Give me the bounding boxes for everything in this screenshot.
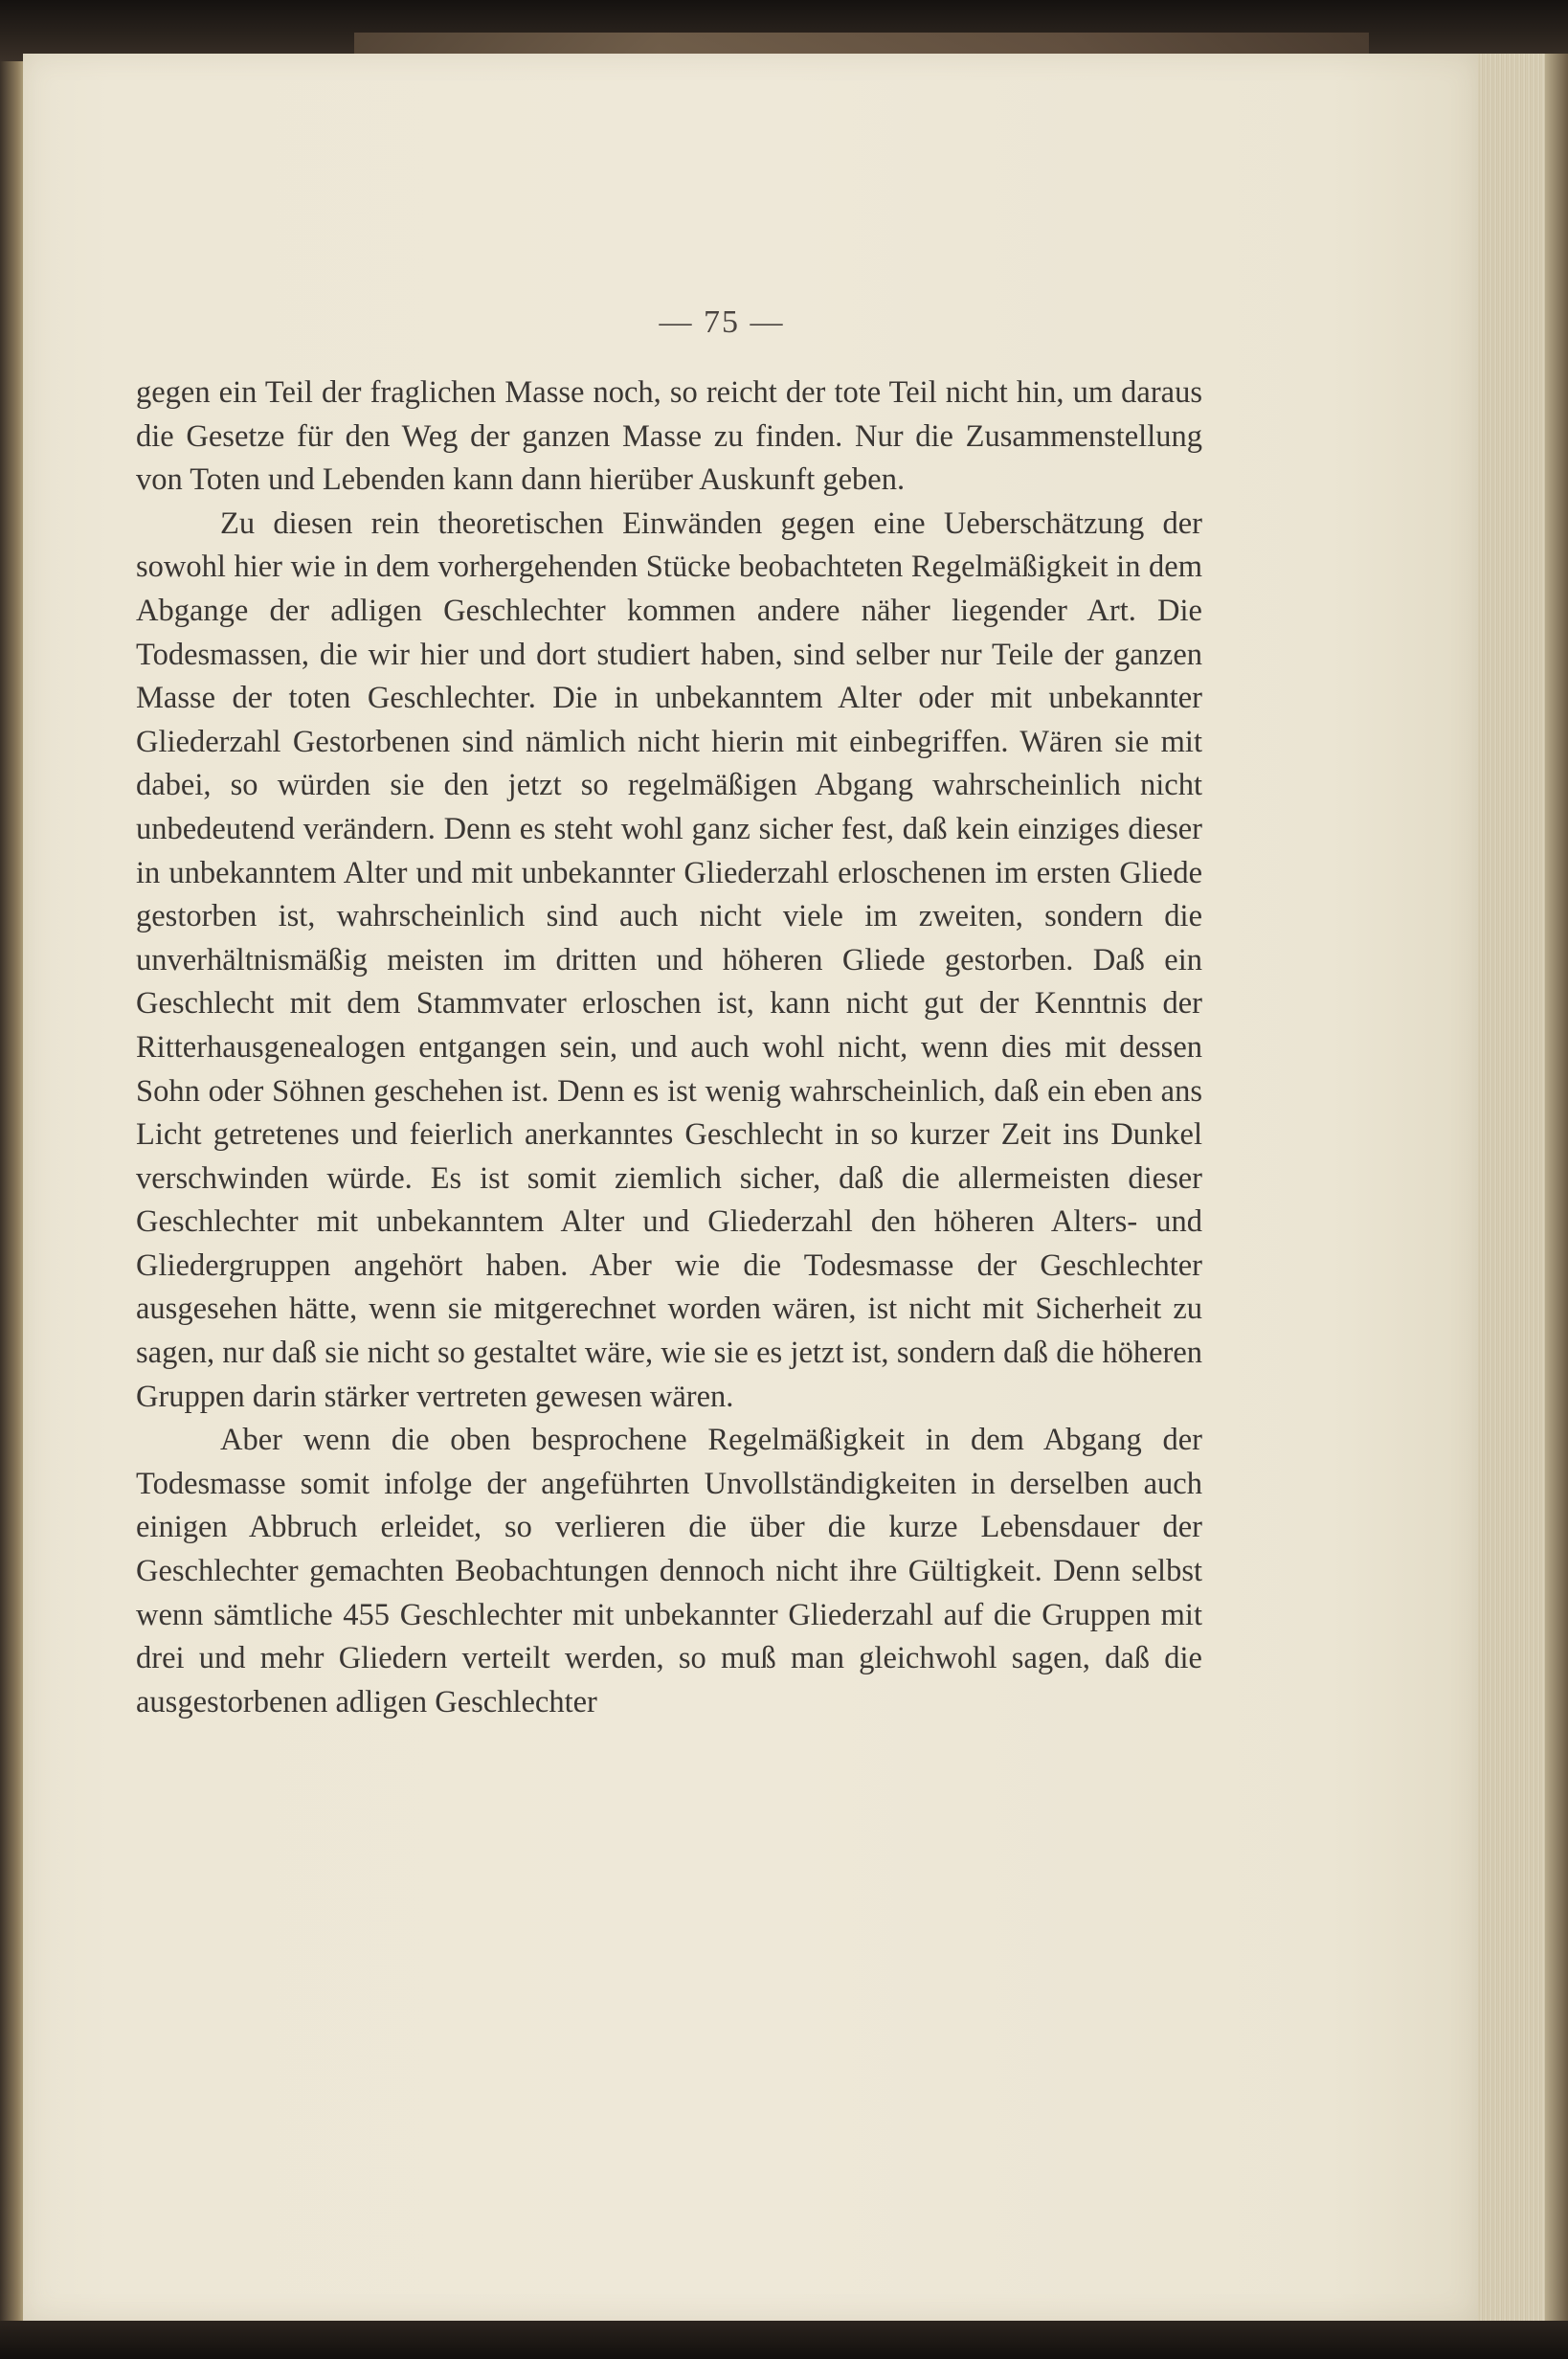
- book-top-edge: [0, 0, 1568, 61]
- paragraph-1: gegen ein Teil der fraglichen Masse noch, so reicht der tote Teil nicht hin, um daraus die Gesetze für den Weg der ganzen Masse zu finden. Nur die Zusammenstellung von Toten und Lebenden kann dann hierüber Auskunft geben.: [136, 375, 1202, 498]
- page-number: — 75 —: [659, 304, 785, 340]
- page-stack-edge: [1478, 54, 1568, 2321]
- body-text: [136, 371, 1202, 1724]
- paragraph-3: Aber wenn die oben besprochene Regelmäßigkeit in dem Abgang der Todesmasse somit infolge der angeführten Unvollständigkeiten in derselben auch einigen Abbruch erleidet, so verlieren die über die kurze Lebensdauer der Geschlechter gemachten Beobachtungen dennoch nicht ihre Gültigkeit. Denn selbst wenn sämtliche 455 Geschlechter mit unbekannter Gliederzahl auf die Gruppen mit drei und mehr Gliedern verteilt werden, so muß man gleichwohl sagen, daß die ausgestorbenen adligen Geschlechter: [136, 1423, 1202, 1719]
- paragraph-2: Zu diesen rein theoretischen Einwänden gegen eine Ueberschätzung der sowohl hier wie in dem vorhergehenden Stücke beobachteten Regelmäßigkeit in dem Abgange der adligen Geschlechter kommen andere näher liegender Art. Die Todesmassen, die wir hier und dort studiert haben, sind selber nur Teile der ganzen Masse der toten Geschlechter. Die in unbekanntem Alter oder mit unbekannter Gliederzahl Gestorbenen sind nämlich nicht hierin mit einbegriffen. Wären sie mit dabei, so würden sie den jetzt so regelmäßigen Abgang wahrscheinlich nicht unbedeutend verändern. Denn es steht wohl ganz sicher fest, daß kein einziges dieser in unbekanntem Alter und mit unbekannter Gliederzahl erloschenen im ersten Gliede gestorben ist, wahrscheinlich sind auch nicht viele im zweiten, sondern die unverhältnismäßig meisten im dritten und höheren Gliede gestorben. Daß ein Geschlecht mit dem Stammvater erloschen ist, kann nicht gut der Kenntnis der Ritterhausgenealogen entgangen sein, und auch wohl nicht, wenn dies mit dessen Sohn oder Söhnen geschehen ist. Denn es ist wenig wahrscheinlich, daß ein eben ans Licht getretenes und feierlich anerkanntes Geschlecht in so kurzer Zeit ins Dunkel verschwinden würde. Es ist somit ziemlich sicher, daß die allermeisten dieser Geschlechter mit unbekanntem Alter und Gliederzahl den höheren Alters- und Gliedergruppen angehört haben. Aber wie die Todesmasse der Geschlechter ausgesehen hätte, wenn sie mitgerechnet worden wären, ist nicht mit Sicherheit zu sagen, nur daß sie nicht so gestaltet wäre, wie sie es jetzt ist, sondern daß die höheren Gruppen darin stärker vertreten gewesen wären.: [136, 506, 1202, 1414]
- book-bottom-edge: [0, 2321, 1568, 2359]
- book-page: [23, 54, 1478, 2321]
